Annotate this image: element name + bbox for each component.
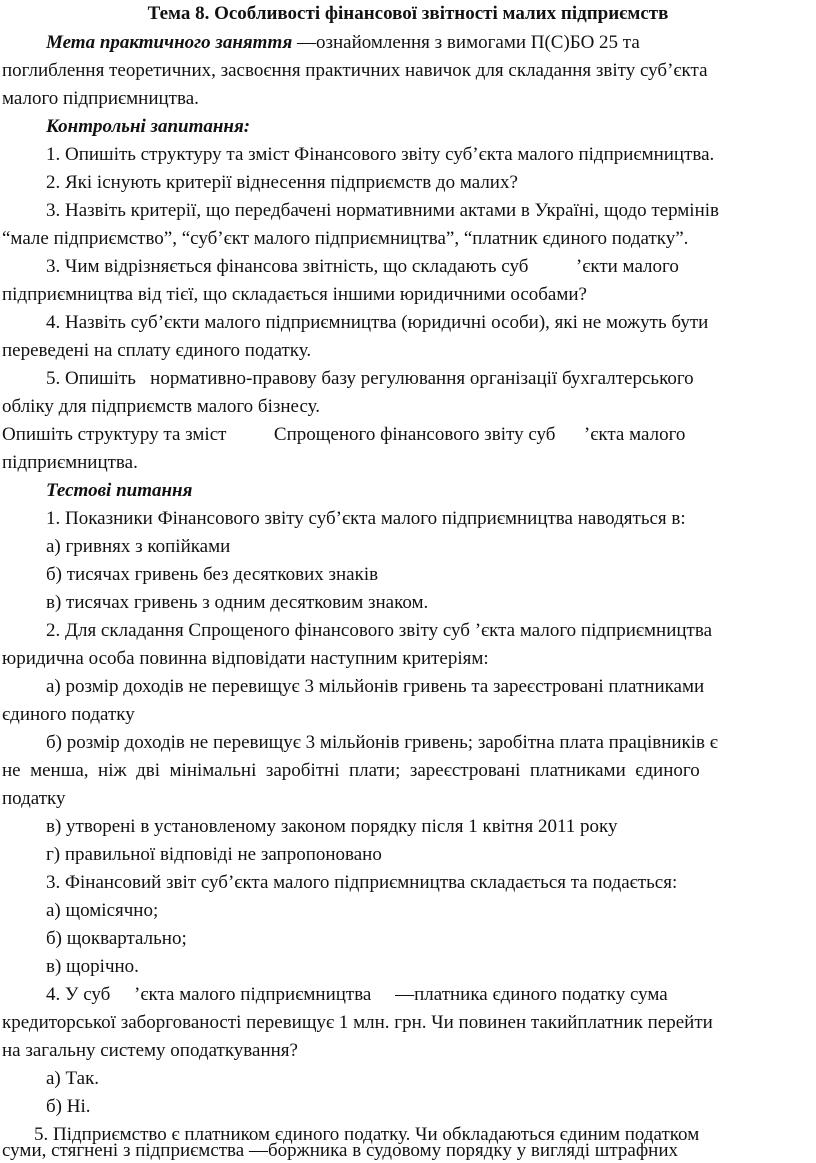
test-answer-continuation: податку — [2, 788, 66, 809]
control-question-continuation: обліку для підприємств малого бізнесу. — [2, 396, 320, 417]
test-question: 5. Підприємство є платником єдиного податку. Чи обкладаються єдиним податком — [34, 1124, 700, 1145]
test-question: 4. У суб ’єкта малого підприємництва —платника єдиного податку сума — [46, 984, 668, 1005]
purpose-continuation: поглиблення теоретичних, засвоєння практичних навичок для складання звіту суб’єкта — [2, 60, 708, 81]
test-answer-option: в) щорічно. — [46, 956, 139, 977]
control-question: 3. Чим відрізняється фінансова звітність, що складають суб ’єкти малого — [46, 256, 679, 277]
test-answer-option: а) розмір доходів не перевищує 3 мільйонів гривень та зареєстровані платниками — [46, 676, 705, 697]
control-question-continuation: “мале підприємство”, “суб’єкт малого підприємництва”, “платник єдиного податку”. — [2, 228, 689, 249]
control-question: 3. Назвіть критерії, що передбачені нормативними актами в Україні, щодо термінів — [46, 200, 719, 221]
control-question-continuation: підприємництва від тієї, що складається іншими юридичними особами? — [2, 284, 587, 305]
page-title: Тема 8. Особливості фінансової звітності малих підприємств — [147, 3, 669, 24]
purpose-line — [46, 31, 816, 55]
test-answer-option: в) тисячах гривень з одним десятковим знаком. — [46, 592, 429, 613]
control-questions-heading: Контрольні запитання: — [46, 116, 251, 137]
test-questions-heading: Тестові питання — [46, 480, 193, 501]
test-answer-option: а) Так. — [46, 1068, 100, 1089]
test-question-continuation: суми, стягнені з підприємства —боржника в судовому порядку у вигляді штрафних — [2, 1140, 679, 1161]
control-question: 5. Опишіть нормативно-правову базу регулювання організації бухгалтерського — [46, 368, 694, 389]
test-answer-option: б) розмір доходів не перевищує 3 мільйонів гривень; заробітна плата працівників є — [46, 732, 718, 753]
test-answer-option: а) гривнях з копійками — [46, 536, 231, 557]
test-question-continuation: на загальну систему оподаткування? — [2, 1040, 298, 1061]
test-answer-option: в) утворені в установленому законом порядку після 1 квітня 2011 року — [46, 816, 618, 837]
purpose-text: —ознайомлення з вимогами П(С)БО 25 та — [292, 32, 640, 53]
test-answer-continuation: не менша, ніж дві мінімальні заробітні плати; зареєстровані платниками єдиного — [2, 760, 700, 781]
purpose-continuation: малого підприємництва. — [2, 88, 199, 109]
control-question-continuation: переведені на сплату єдиного податку. — [2, 340, 312, 361]
control-question: 1. Опишіть структуру та зміст Фінансового звіту суб’єкта малого підприємництва. — [46, 144, 715, 165]
control-question-continuation: підприємництва. — [2, 452, 138, 473]
test-question: 2. Для складання Спрощеного фінансового звіту суб ’єкта малого підприємництва — [46, 620, 713, 641]
control-question: Опишіть структуру та зміст Спрощеного фінансового звіту суб ’єкта малого — [2, 424, 686, 445]
test-answer-option: б) Ні. — [46, 1096, 91, 1117]
control-question: 2. Які існують критерії віднесення підприємств до малих? — [46, 172, 518, 193]
purpose-label: Мета практичного заняття — [46, 32, 293, 53]
test-answer-option: б) щоквартально; — [46, 928, 187, 949]
test-answer-continuation: єдиного податку — [2, 704, 135, 725]
control-question: 4. Назвіть суб’єкти малого підприємництва (юридичні особи), які не можуть бути — [46, 312, 709, 333]
test-answer-option: а) щомісячно; — [46, 900, 159, 921]
test-question-continuation: кредиторської заборгованості перевищує 1 млн. грн. Чи повинен такийплатник перейти — [2, 1012, 713, 1033]
test-question: 1. Показники Фінансового звіту суб’єкта малого підприємництва наводяться в: — [46, 508, 686, 529]
test-answer-option: г) правильної відповіді не запропоновано — [46, 844, 382, 865]
test-question-continuation: юридична особа повинна відповідати наступним критеріям: — [2, 648, 489, 669]
test-answer-option: б) тисячах гривень без десяткових знаків — [46, 564, 379, 585]
test-question: 3. Фінансовий звіт суб’єкта малого підприємництва складається та подається: — [46, 872, 678, 893]
